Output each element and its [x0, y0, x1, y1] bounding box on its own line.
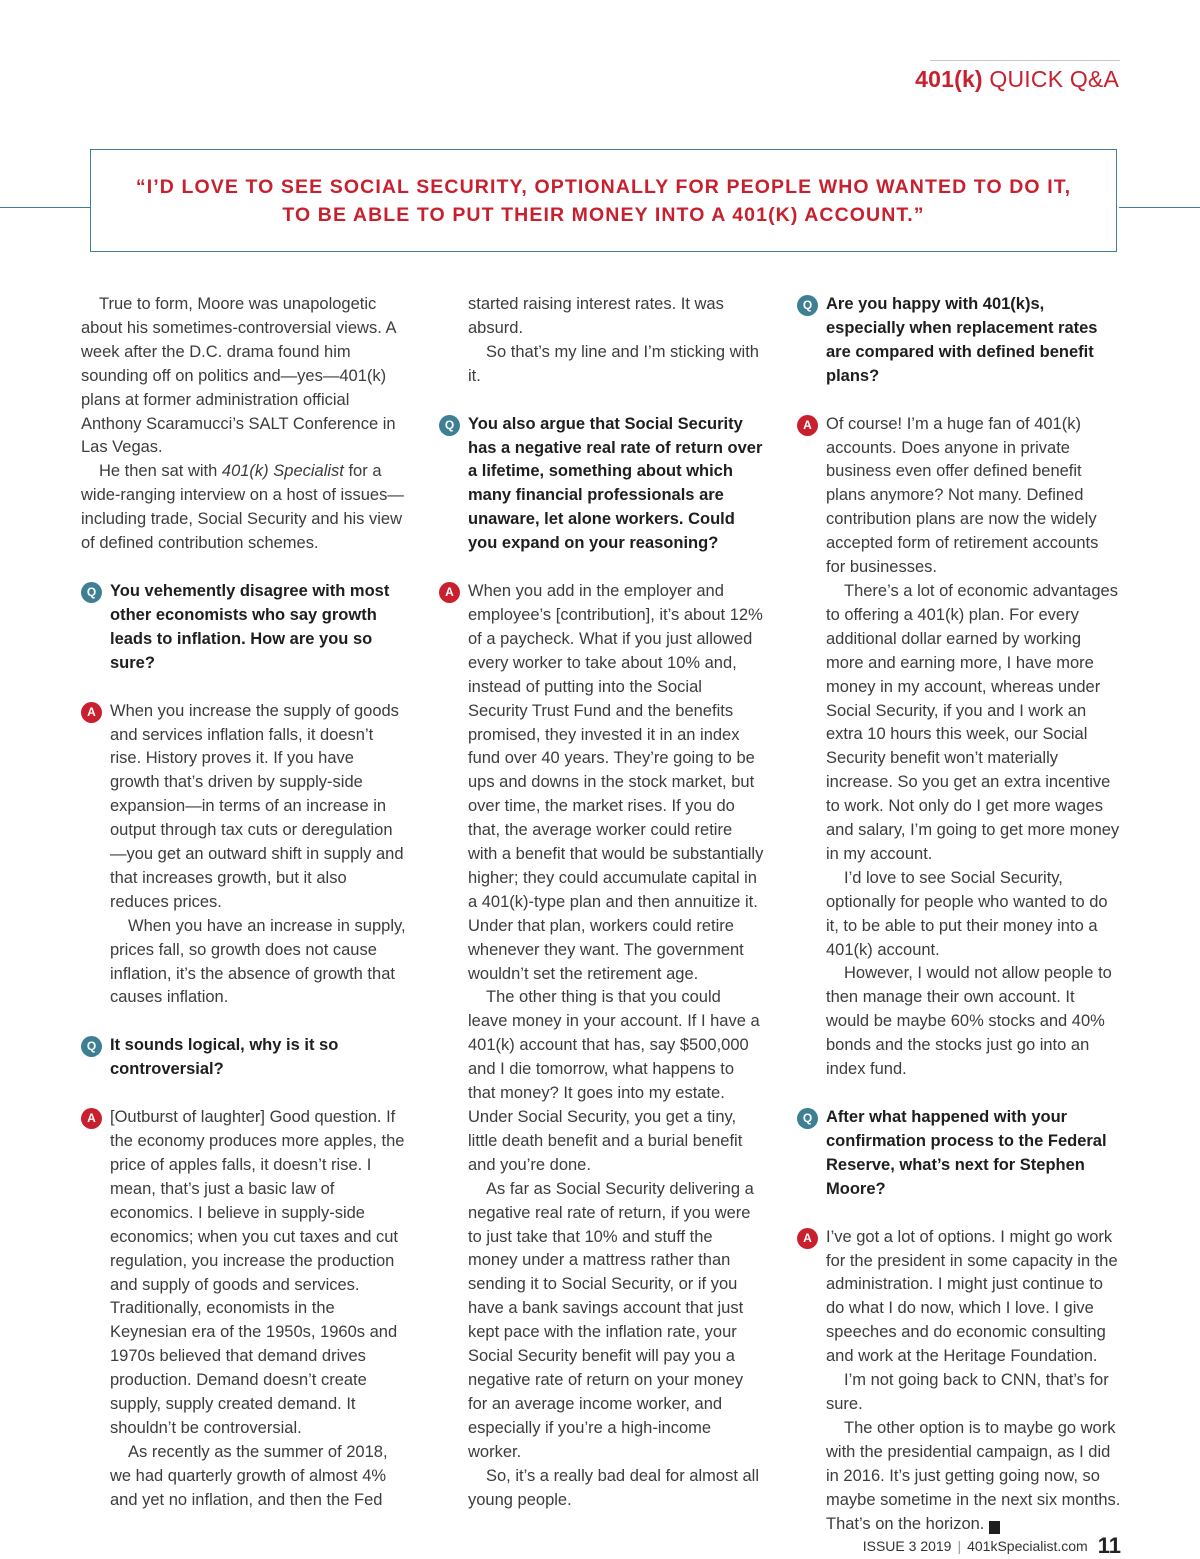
continued-text: started raising interest rates. It was absurd.	[468, 295, 724, 337]
question-5: Q After what happened with your confirmation process to the Federal Reserve, what’s next for Stephen Moore?	[797, 1106, 1122, 1202]
question-badge-icon: Q	[797, 295, 818, 316]
question-badge-icon: Q	[797, 1108, 818, 1129]
answer-badge-icon: A	[439, 582, 460, 603]
answer-badge-icon: A	[81, 702, 102, 723]
answer-badge-icon: A	[81, 1108, 102, 1129]
pull-quote-rule-right	[1119, 207, 1200, 208]
page-footer: ISSUE 3 2019 | 401kSpecialist.com 11	[862, 1533, 1121, 1558]
end-of-story-icon: K	[989, 1521, 1000, 1534]
question-badge-icon: Q	[439, 415, 460, 436]
question-1: Q You vehemently disagree with most other economists who say growth leads to inflation. How are you so sure?	[81, 580, 406, 676]
intro-paragraph-1: True to form, Moore was unapologetic about his sometimes-controversial views. A week after the D.C. drama found him sounding off on politics and—yes—401(k) plans at former administration official Anthony Scaramucci’s SALT Conference in Las Vegas.	[81, 295, 396, 457]
pull-quote-line-1: “I’D LOVE TO SEE SOCIAL SECURITY, OPTIONALLY FOR PEOPLE WHO WANTED TO DO IT,	[135, 175, 1072, 198]
site-url: 401kSpecialist.com	[967, 1538, 1088, 1554]
answer-2: A [Outburst of laughter] Good question. If the economy produces more apples, the price of apples falls, it doesn’t rise. I mean, that’s just a basic law of economics. I believe in supply-side economics; when you cut taxes and cut regulation, you increase the production and supply of goods and services. Traditionally, economists in the Keynesian era of the 1950s, 1960s and 1970s believed that demand drives production. Demand doesn’t create supply, supply created demand. It shouldn’t be controversial. As recently as the summer of 2018, we had quarterly growth of almost 4% and yet no inflation, and then the Fed	[81, 1106, 406, 1512]
answer-5: A I’ve got a lot of options. I might go work for the president in some capacity in the administration. I might just continue to do what I do now, which I love. I give speeches and do economic consulting and work at the Heritage Foundation. I’m not going back to CNN, that’s for sure. The other option is to maybe go work with the presidential campaign, as I did in 2016. It’s just getting going now, so maybe sometime in the next six months. That’s on the horizon. K	[797, 1226, 1122, 1537]
issue-label: ISSUE 3 2019	[862, 1538, 952, 1554]
pull-quote-rule-left	[0, 207, 91, 208]
intro-paragraph-2: He then sat with 401(k) Specialist for a wide-ranging interview on a host of issues—including trade, Social Security and his view of defined contribution schemes.	[81, 462, 404, 553]
section-title: 401(k) QUICK Q&A	[915, 66, 1119, 92]
header-rule	[930, 60, 1120, 61]
column-2: started raising interest rates. It was absurd. So that’s my line and I’m sticking with it. Q You also argue that Social Security has a negative real rate of return over a lifetime, something about which many financial professionals are unaware, let alone workers. Could you expand on your reasoning? A When you add in the employer and employee’s [contribution], it’s about 12% of a paycheck. What if you just allowed every worker to take about 10% and, instead of putting into the Social Security Trust Fund and the benefits promised, they invested it in an index fund over 40 years. They’re going to be ups and downs in the stock market, but over time, the market rises. If you do that, the average worker could retire with a benefit that would be substantially higher; they could accumulate capital in a 401(k)-type plan and then annuitize it. Under that plan, workers could retire whenever they want. The government wouldn’t set the retirement age. The other thing is that you could leave money in your account. If I have a 401(k) account that has, say $500,000 and I die tomorrow, what happens to that money? It goes into my estate. Under Social Security, you get a tiny, little death benefit and a burial benefit and you’re done. As far as Social Security delivering a negative real rate of return, if you were to just take that 10% and stuff the money under a mattress rather than sending it to Social Security, or if you have a bank savings account that just kept pace with the inflation rate, your Social Security benefit will pay you a negative rate of return on your money for an average income worker, and especially if you’re a high-income worker. So, it’s a really bad deal for almost all young people.	[439, 293, 764, 1512]
column-3	[797, 293, 1122, 1536]
answer-1: A When you increase the supply of goods and services inflation falls, it doesn’t rise. History proves it. If you have growth that’s driven by supply-side expansion—in terms of an increase in output through tax cuts or deregulation—you get an outward shift in supply and that increases growth, but it also reduces prices. When you have an increase in supply, prices fall, so growth does not cause inflation, it’s the absence of growth that causes inflation.	[81, 700, 406, 1011]
page-number: 11	[1097, 1533, 1121, 1558]
question-2: Q It sounds logical, why is it so controversial?	[81, 1034, 406, 1082]
answer-3: A When you add in the employer and employee’s [contribution], it’s about 12% of a paycheck. What if you just allowed every worker to take about 10% and, instead of putting into the Social Security Trust Fund and the benefits promised, they invested it in an index fund over 40 years. They’re going to be ups and downs in the stock market, but over time, the market rises. If you do that, the average worker could retire with a benefit that would be substantially higher; they could accumulate capital in a 401(k)-type plan and then annuitize it. Under that plan, workers could retire whenever they want. The government wouldn’t set the retirement age. The other thing is that you could leave money in your account. If I have a 401(k) account that has, say $500,000 and I die tomorrow, what happens to that money? It goes into my estate. Under Social Security, you get a tiny, little death benefit and a burial benefit and you’re done. As far as Social Security delivering a negative real rate of return, if you were to just take that 10% and stuff the money under a mattress rather than sending it to Social Security, or if you have a bank savings account that just kept pace with the inflation rate, your Social Security benefit will pay you a negative rate of return on your money for an average income worker, and especially if you’re a high-income worker. So, it’s a really bad deal for almost all young people.	[439, 580, 764, 1512]
question-3: Q You also argue that Social Security has a negative real rate of return over a lifetime, something about which many financial professionals are unaware, let alone workers. Could you expand on your reasoning?	[439, 413, 764, 556]
pull-quote	[90, 149, 1117, 252]
pull-quote-line-2: TO BE ABLE TO PUT THEIR MONEY INTO A 401(K) ACCOUNT.”	[282, 203, 925, 226]
answer-badge-icon: A	[797, 1228, 818, 1249]
question-badge-icon: Q	[81, 582, 102, 603]
answer-badge-icon: A	[797, 415, 818, 436]
column-1	[81, 293, 406, 1513]
question-4: Q Are you happy with 401(k)s, especially when replacement rates are compared with defined benefit plans?	[797, 293, 1122, 389]
answer-4: A Of course! I’m a huge fan of 401(k) accounts. Does anyone in private business even offer defined benefit plans anymore? Not many. Defined contribution plans are now the widely accepted form of retirement accounts for businesses. There’s a lot of economic advantages to offering a 401(k) plan. For every additional dollar earned by working more and earning more, I have more money in my account, whereas under Social Security, if you and I work an extra 10 hours this week, our Social Security benefit won’t materially increase. So you get an extra incentive to work. Not only do I get more wages and salary, I’m going to get more money in my account. I’d love to see Social Security, optionally for people who wanted to do it, to be able to put their money into a 401(k) account. However, I would not allow people to then manage their own account. It would be maybe 60% stocks and 40% bonds and the stocks just go into an index fund.	[797, 413, 1122, 1082]
question-badge-icon: Q	[81, 1036, 102, 1057]
